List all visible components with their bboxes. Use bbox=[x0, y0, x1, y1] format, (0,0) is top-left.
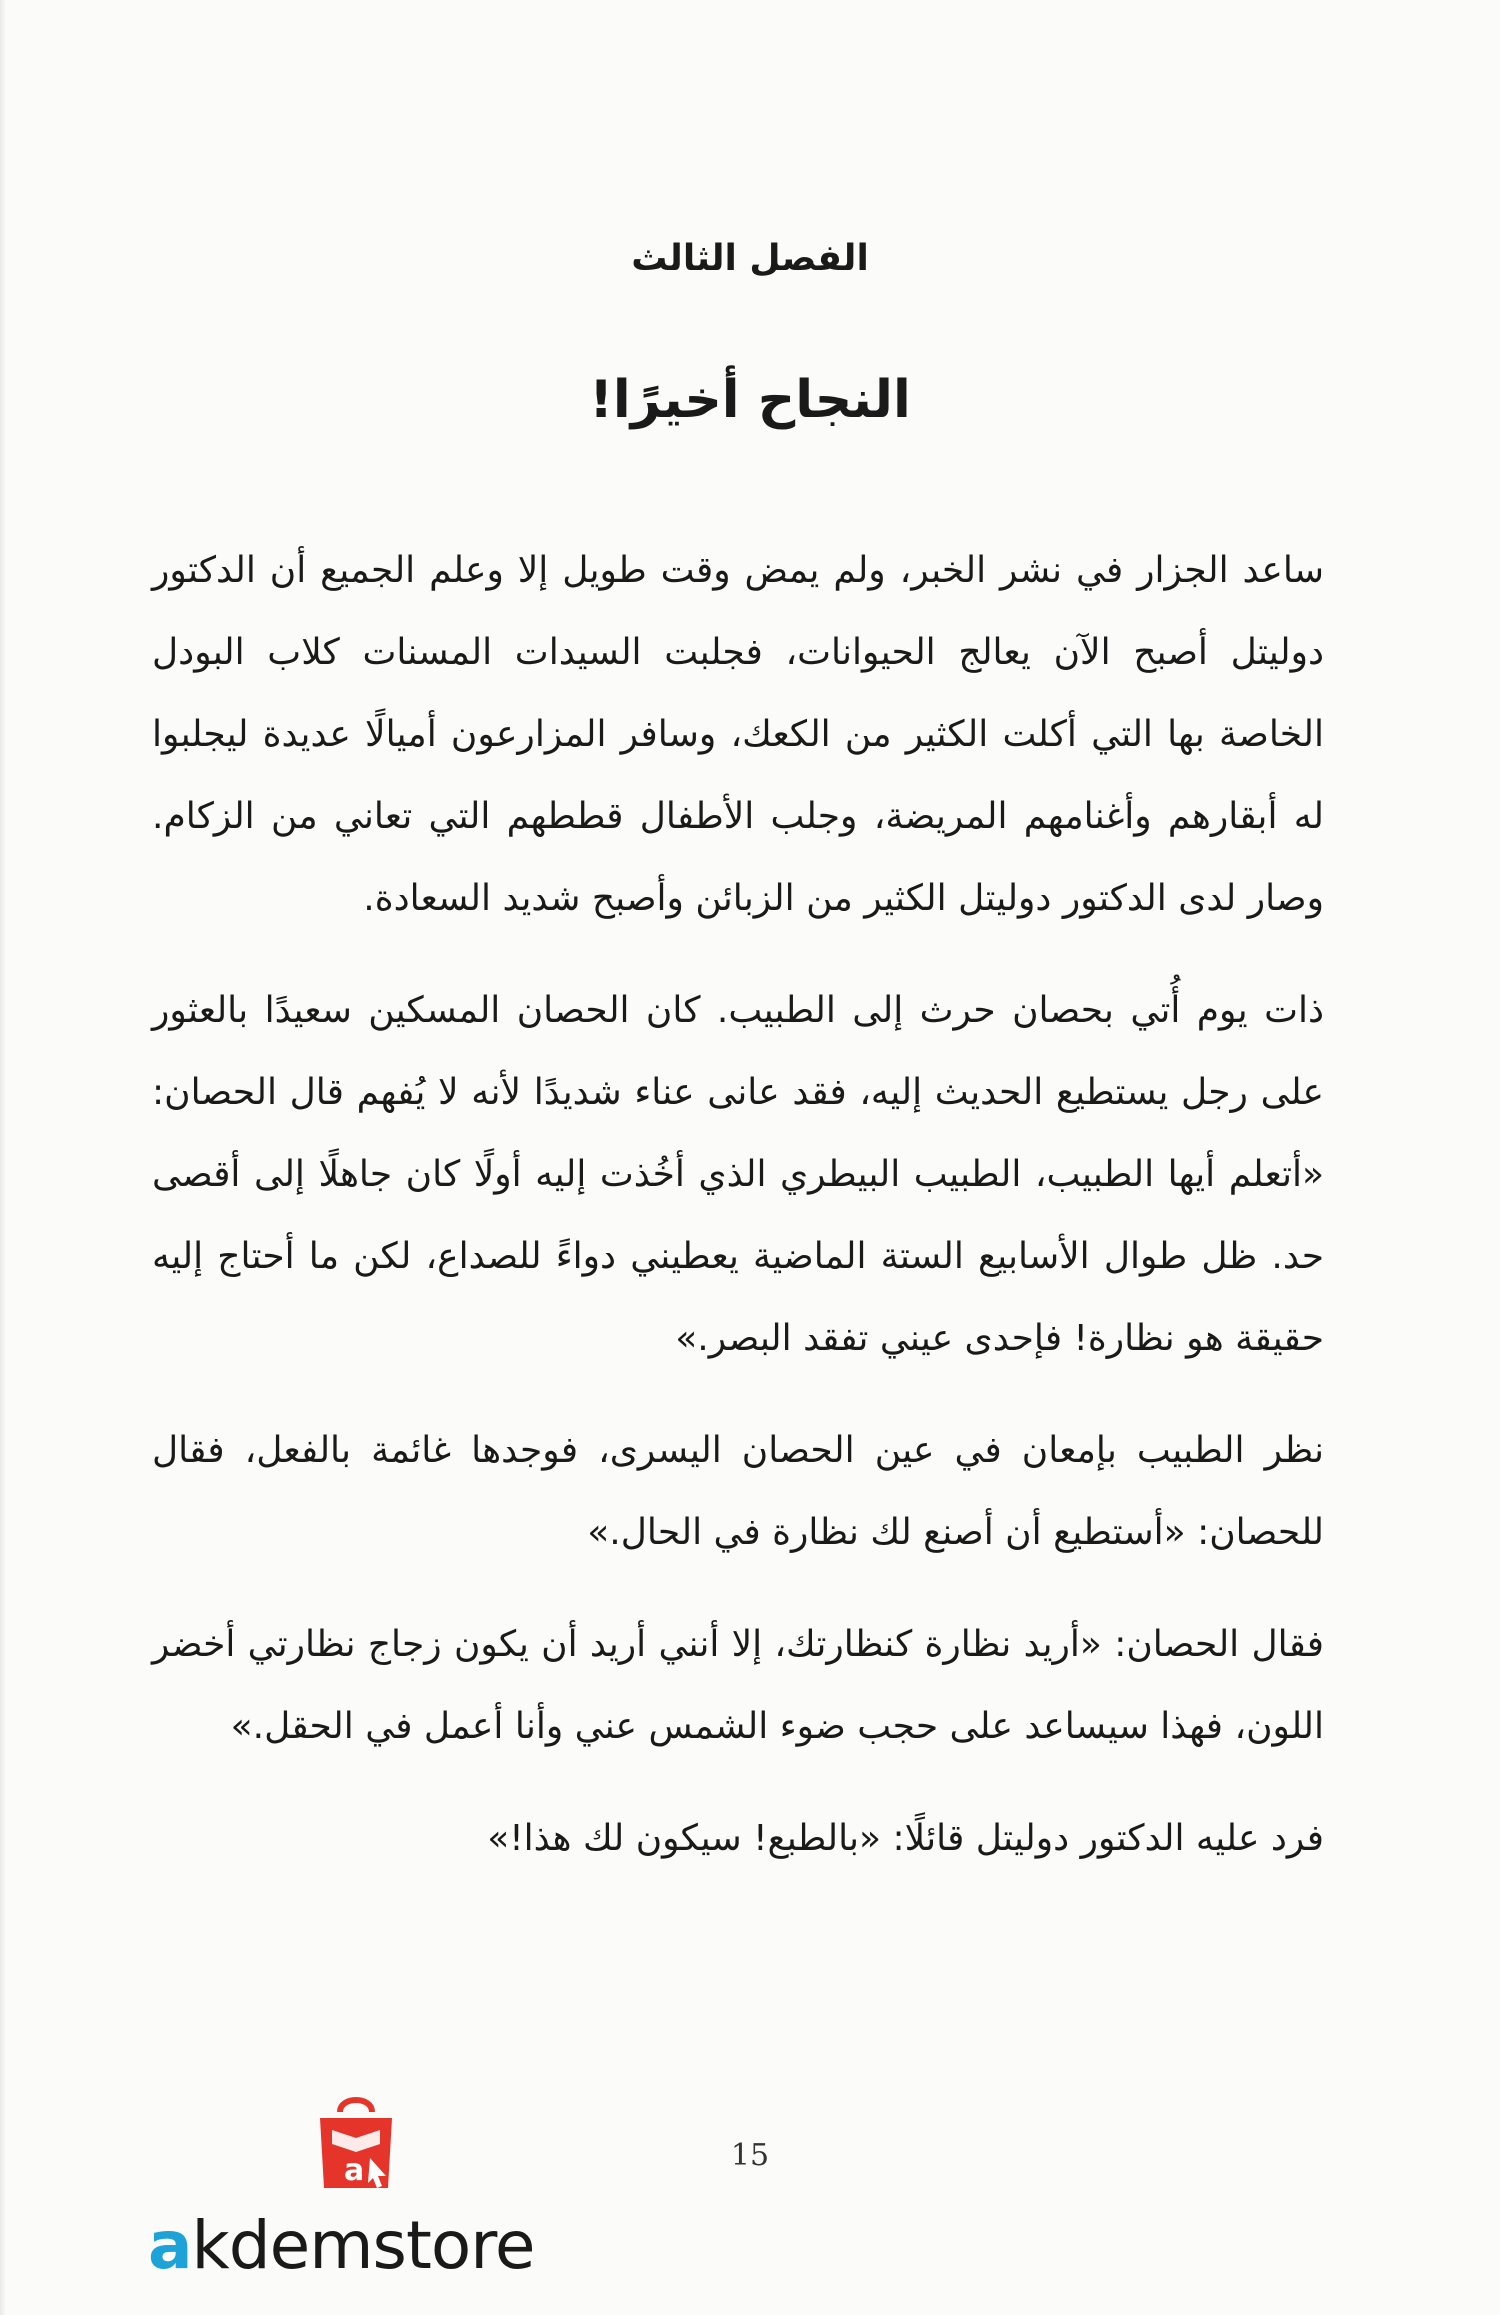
page-edge bbox=[0, 0, 6, 2315]
brand-name bbox=[148, 2206, 535, 2286]
paragraph: ساعد الجزار في نشر الخبر، ولم يمض وقت طويل إلا وعلم الجميع أن الدكتور دوليتل أصبح الآن يعالج الحيوانات، فجلبت السيدات المسنات كلاب البودل الخاصة بها التي أكلت الكثير من الكعك، وسافر المزارعون أميالًا عديدة ليجلبوا له أبقارهم وأغنامهم المريضة، وجلب الأطفال قططهم التي تعاني من الزكام. وصار لدى الدكتور دوليتل الكثير من الزبائن وأصبح شديد السعادة. bbox=[152, 550, 1324, 919]
chapter-title: النجاح أخيرًا! bbox=[589, 370, 911, 430]
store-bag-icon bbox=[310, 2088, 402, 2198]
chapter-label: الفصل الثالث bbox=[631, 238, 869, 279]
page-number: 15 bbox=[730, 2138, 770, 2173]
paragraph: فرد عليه الدكتور دوليتل قائلًا: «بالطبع! سيكون لك هذا!» bbox=[487, 1818, 1324, 1859]
icon-letter: a bbox=[344, 2153, 365, 2188]
paragraph: ذات يوم أُتي بحصان حرث إلى الطبيب. كان الحصان المسكين سعيدًا بالعثور على رجل يستطيع الحديث إليه، فقد عانى عناء شديدًا لأنه لا يُفهم قال الحصان: «أتعلم أيها الطبيب، الطبيب البيطري الذي أخُذت إليه أولًا كان جاهلًا إلى أقصى حد. ظل طوال الأسابيع الستة الماضية يعطيني دواءً للصداع، لكن ما أحتاج إليه حقيقة هو نظارة! فإحدى عيني تفقد البصر.» bbox=[152, 990, 1324, 1359]
paragraph: نظر الطبيب بإمعان في عين الحصان اليسرى، فوجدها غائمة بالفعل، فقال للحصان: «أستطيع أن أصنع لك نظارة في الحال.» bbox=[152, 1430, 1324, 1553]
body-text bbox=[152, 530, 1324, 1910]
brand-rest: kdemstore bbox=[191, 2207, 535, 2284]
paragraph: فقال الحصان: «أريد نظارة كنظارتك، إلا أنني أريد أن يكون زجاج نظارتي أخضر اللون، فهذا سيساعد على حجب ضوء الشمس عني وأنا أعمل في الحقل.» bbox=[152, 1624, 1324, 1747]
akdemstore-watermark bbox=[148, 2088, 568, 2288]
brand-first-letter: a bbox=[148, 2207, 192, 2284]
